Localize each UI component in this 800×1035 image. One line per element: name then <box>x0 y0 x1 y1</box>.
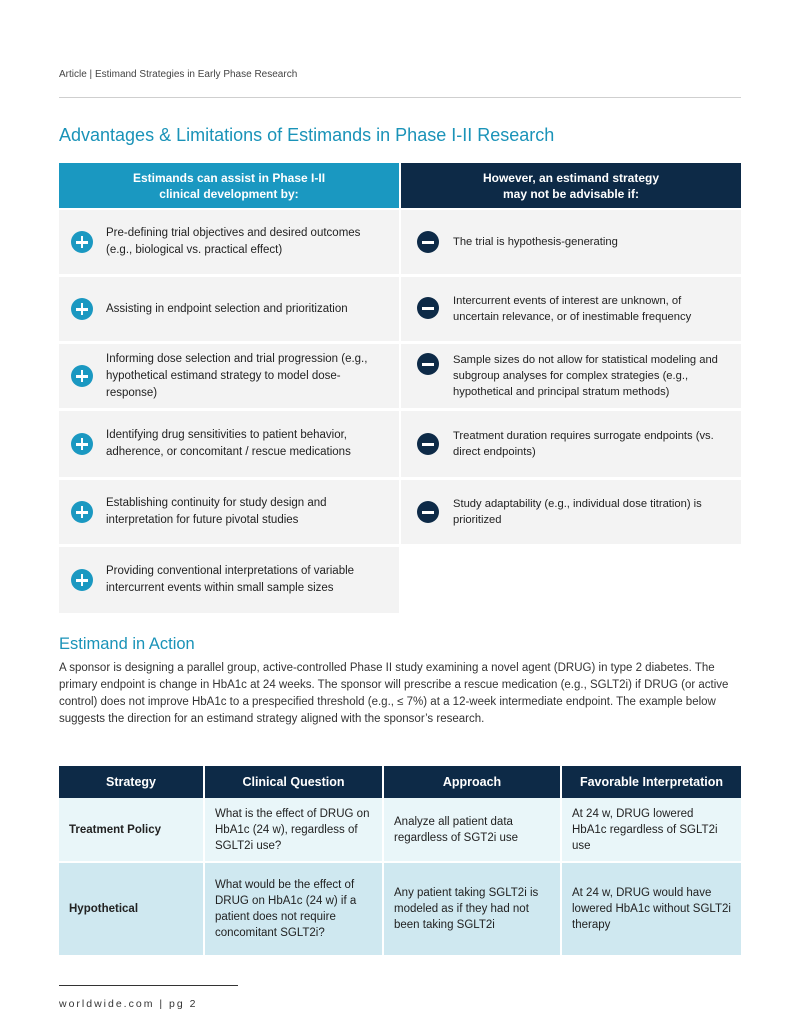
advantages-column-heading <box>59 163 399 208</box>
limitation-item <box>401 210 741 274</box>
section-heading: Estimand in Action <box>59 635 195 653</box>
advantage-item <box>59 547 399 613</box>
minus-circle-icon <box>417 297 439 319</box>
advantage-item <box>59 210 399 274</box>
limitation-text: The trial is hypothesis-generating <box>453 236 618 248</box>
approach-cell: Analyze all patient data regardless of SGT2i use <box>383 798 561 862</box>
limitation-text: Sample sizes do not allow for statistical modeling and subgroup analyses for complex strategies (e.g., hypothetical and principal stratum methods) <box>453 354 718 398</box>
table-header-row <box>59 766 741 798</box>
limitation-text: Study adaptability (e.g., individual dose titration) is prioritized <box>453 498 702 526</box>
limitations-column-heading <box>401 163 741 208</box>
strategy-cell: Hypothetical <box>59 862 204 955</box>
table-row <box>59 798 741 862</box>
limitation-item <box>401 277 741 341</box>
plus-circle-icon <box>71 298 93 320</box>
column-header-strategy: Strategy <box>59 766 204 798</box>
limitations-heading-text: However, an estimand strategy may not be advisable if: <box>482 170 660 201</box>
advantage-item <box>59 277 399 341</box>
interpretation-cell: At 24 w, DRUG lowered HbA1c regardless of SGLT2i use <box>561 798 741 862</box>
strategy-cell: Treatment Policy <box>59 798 204 862</box>
limitation-text: Treatment duration requires surrogate endpoints (vs. direct endpoints) <box>453 430 714 458</box>
advantage-text: Establishing continuity for study design and interpretation for future pivotal studies <box>106 497 327 526</box>
clinical-question-cell: What is the effect of DRUG on HbA1c (24 w), regardless of SGLT2i use? <box>204 798 383 862</box>
strategy-table <box>59 766 741 955</box>
plus-circle-icon <box>71 501 93 523</box>
column-header-favorable-interpretation: Favorable Interpretation <box>561 766 741 798</box>
advantage-text: Assisting in endpoint selection and prioritization <box>106 302 348 315</box>
advantage-item <box>59 344 399 408</box>
minus-circle-icon <box>417 231 439 253</box>
clinical-question-cell: What would be the effect of DRUG on HbA1c (24 w) if a patient does not require concomitant SGLT2i? <box>204 862 383 955</box>
advantages-heading-text: Estimands can assist in Phase I-II clinical development by: <box>132 170 326 201</box>
advantage-text: Pre-defining trial objectives and desired outcomes (e.g., biological vs. practical effect) <box>106 227 361 256</box>
plus-circle-icon <box>71 569 93 591</box>
column-header-clinical-question: Clinical Question <box>204 766 383 798</box>
page-title: Advantages & Limitations of Estimands in Phase I-II Research <box>59 125 555 145</box>
table-row <box>59 862 741 955</box>
plus-circle-icon <box>71 231 93 253</box>
interpretation-cell: At 24 w, DRUG would have lowered HbA1c without SGLT2i therapy <box>561 862 741 955</box>
article-header: Article | Estimand Strategies in Early Phase Research <box>59 69 298 80</box>
minus-circle-icon <box>417 433 439 455</box>
column-header-approach: Approach <box>383 766 561 798</box>
limitation-item <box>401 344 741 408</box>
page-footer: worldwide.com | pg 2 <box>59 998 198 1010</box>
advantage-text: Identifying drug sensitivities to patient behavior, adherence, or concomitant / rescue medications <box>106 429 351 458</box>
plus-circle-icon <box>71 433 93 455</box>
plus-circle-icon <box>71 365 93 387</box>
footer-divider <box>59 985 238 986</box>
approach-cell: Any patient taking SGLT2i is modeled as if they had not been taking SGLT2i <box>383 862 561 955</box>
section-paragraph: A sponsor is designing a parallel group, active-controlled Phase II study examining a novel agent (DRUG) in type 2 diabetes. The primary endpoint is change in HbA1c at 24 weeks. The sponsor will prescribe a rescue medication (e.g., SGLT2i) if DRUG (or active control) does not improve HbA1c to a prespecified threshold (e.g., ≤ 7%) at a 12-week intermediate endpoint. The example below suggests the direction for an estimand strategy aligned with the sponsor’s research. <box>59 662 729 725</box>
limitation-item <box>401 480 741 544</box>
advantage-item <box>59 480 399 544</box>
limitation-text: Intercurrent events of interest are unknown, of uncertain relevance, or of inestimable frequency <box>453 295 692 323</box>
limitation-item <box>401 411 741 477</box>
header-divider <box>59 97 741 98</box>
minus-circle-icon <box>417 501 439 523</box>
minus-circle-icon <box>417 353 439 375</box>
advantage-item <box>59 411 399 477</box>
advantage-text: Providing conventional interpretations of variable intercurrent events within small sample sizes <box>106 565 355 594</box>
advantage-text: Informing dose selection and trial progression (e.g., hypothetical estimand strategy to model dose-response) <box>106 352 368 399</box>
